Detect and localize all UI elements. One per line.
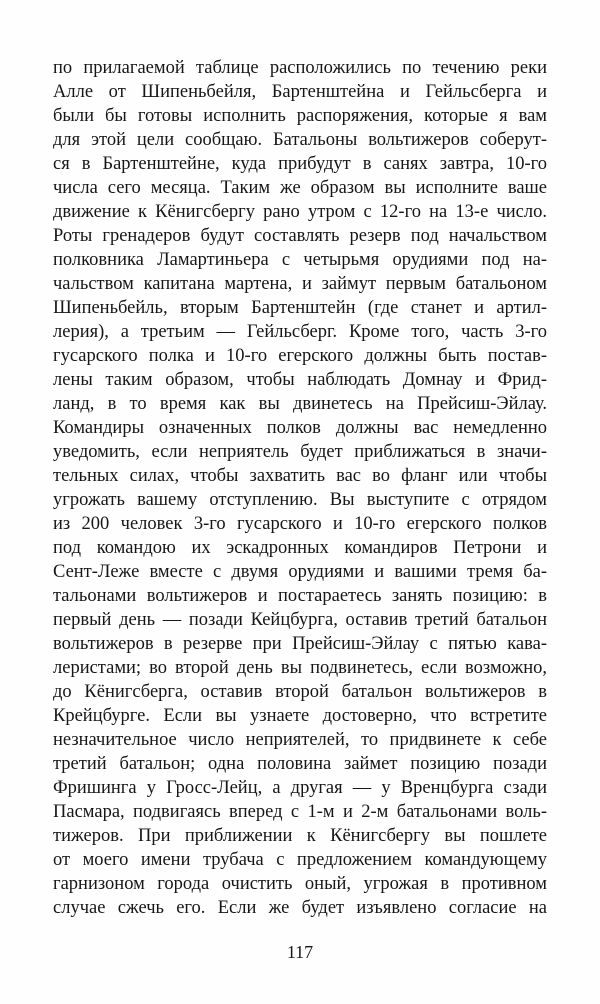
text-line: случае сжечь его. Если же будет изъявлено согласие на: [53, 898, 547, 918]
text-line: леристами; во второй день вы подвинетесь, если возможно,: [53, 658, 547, 678]
text-line: до Кёнигсберга, оставив второй батальон вольтижеров в: [53, 682, 547, 702]
text-line: под командою их эскадронных командиров Петрони и: [53, 538, 547, 558]
text-line: гарнизоном города очистить оный, угрожая в противном: [53, 874, 547, 894]
text-line: полковника Ламартиньера с четырьмя орудиями под на-: [53, 250, 547, 270]
text-line: Роты гренадеров будут составлять резерв под начальством: [53, 226, 547, 246]
page-number: 117: [286, 942, 314, 962]
text-line: тельных силах, чтобы захватить вас во фланг или чтобы: [53, 466, 547, 486]
text-line: тижеров. При приближении к Кёнигсбергу вы пошлете: [53, 826, 547, 846]
text-line: лерия), а третьим — Гейльсберг. Кроме того, часть 3-го: [53, 322, 547, 342]
text-line: чальством капитана мартена, и займут первым батальоном: [53, 274, 547, 294]
text-line: для этой цели сообщаю. Батальоны вольтижеров соберут-: [53, 130, 547, 150]
text-line: Командиры означенных полков должны вас немедленно: [53, 418, 547, 438]
text-line: гусарского полка и 10-го егерского должны быть постав-: [53, 346, 547, 366]
text-line: третий батальон; одна половина займет позицию позади: [53, 754, 547, 774]
text-line: из 200 человек 3-го гусарского и 10-го егерского полков: [53, 514, 547, 534]
text-line: лены таким образом, чтобы наблюдать Домнау и Фрид-: [53, 370, 547, 390]
text-line: от моего имени трубача с предложением командующему: [53, 850, 547, 870]
text-line: Сент-Леже вместе с двумя орудиями и вашими тремя ба-: [53, 562, 547, 582]
text-line: уведомить, если неприятель будет приближаться в значи-: [53, 442, 547, 462]
body-text: [53, 56, 547, 920]
text-line: по прилагаемой таблице расположились по течению реки: [53, 58, 547, 78]
text-line: незначительное число неприятелей, то придвинете к себе: [53, 730, 547, 750]
text-line: Алле от Шипеньбейля, Бартенштейна и Гейльсберга и: [53, 82, 547, 102]
text-line: угрожать вашему отступлению. Вы выступите с отрядом: [53, 490, 547, 510]
text-line: были бы готовы исполнить распоряжения, которые я вам: [53, 106, 547, 126]
text-line: вольтижеров в резерве при Прейсиш-Эйлау с пятью кава-: [53, 634, 547, 654]
text-line: ланд, в то время как вы двинетесь на Прейсиш-Эйлау.: [53, 394, 547, 414]
text-line: Крейцбурге. Если вы узнаете достоверно, что встретите: [53, 706, 547, 726]
text-line: первый день — позади Кейцбурга, оставив третий батальон: [53, 610, 547, 630]
text-line: Фришинга у Гросс-Лейц, а другая — у Вренцбурга сзади: [53, 778, 547, 798]
text-line: движение к Кёнигсбергу рано утром с 12-го на 13-е число.: [53, 202, 547, 222]
text-line: Пасмара, подвигаясь вперед с 1-м и 2-м батальонами воль-: [53, 802, 547, 822]
text-line: ся в Бартенштейне, куда прибудут в санях завтра, 10-го: [53, 154, 547, 174]
text-line: тальонами вольтижеров и постараетесь занять позицию: в: [53, 586, 547, 606]
text-line: числа сего месяца. Таким же образом вы исполните ваше: [53, 178, 547, 198]
text-line: Шипеньбейль, вторым Бартенштейн (где станет и артил-: [53, 298, 547, 318]
